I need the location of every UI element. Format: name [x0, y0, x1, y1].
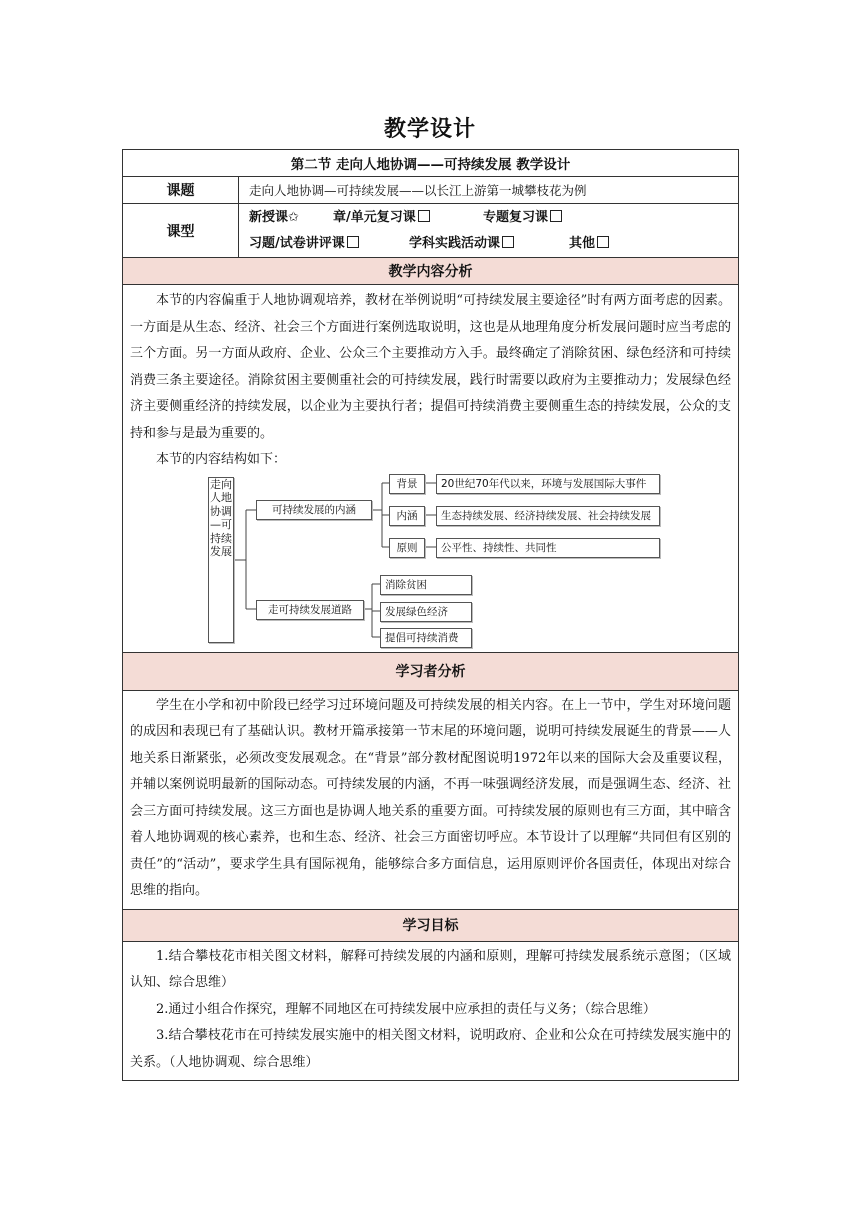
learner-analysis-body [123, 690, 739, 909]
option-new-lesson[interactable]: 新授课✩ [249, 209, 299, 225]
learner-analysis-heading: 学习者分析 [123, 652, 739, 690]
learner-analysis-paragraph: 学生在小学和初中阶段已经学习过环境问题及可持续发展的相关内容。在上一节中，学生对环境问题的成因和表现已有了基础认识。教材开篇承接第一节末尾的环境问题，说明可持续发展诞生的背景——人地关系日渐紧张，必须改变发展观念。在“背景”部分教材配图说明1972年以来的国际大会及重要议程，并辅以案例说明最新的国际动态。可持续发展的内涵，不再一味强调经济发展，而是强调生态、经济、社会三方面可持续发展。这三方面也是协调人地关系的重要方面。可持续发展的原则也有三方面，其中暗含着人地协调观的核心素养，也和生态、经济、社会三方面密切呼应。本节设计了以理解“共同但有区别的责任”的“活动”，要求学生具有国际视角，能够综合多方面信息，运用原则评价各国责任，体现出对综合思维的指向。 [130, 697, 731, 898]
course-type-label: 课型 [123, 204, 239, 258]
course-type-options [239, 204, 739, 258]
diagram-key-background: 背景 [389, 474, 425, 494]
content-structure-diagram [204, 474, 674, 648]
diagram-value-background: 20世纪70年代以来，环境与发展国际大事件 [436, 474, 660, 494]
checkbox-icon [418, 210, 430, 222]
diagram-key-connotation: 内涵 [389, 506, 425, 526]
topic-label: 课题 [123, 177, 239, 204]
learning-goal-item: 1.结合攀枝花市相关图文材料，解释可持续发展的内涵和原则，理解可持续发展系统示意图；（区域认知、综合思维） [130, 948, 731, 990]
content-analysis-body [123, 285, 739, 653]
learning-goals-heading: 学习目标 [123, 909, 739, 941]
checkbox-icon [597, 236, 609, 248]
diagram-path-item: 消除贫困 [380, 575, 472, 595]
learning-goals-body [123, 941, 739, 1081]
option-exercise-review[interactable]: 习题/试卷讲评课 [249, 231, 409, 257]
option-practice-activity[interactable]: 学科实践活动课 [409, 231, 569, 257]
content-analysis-paragraph: 本节的内容偏重于人地协调观培养，教材在举例说明“可持续发展主要途径”时有两方面考虑的因素。一方面是从生态、经济、社会三个方面进行案例选取说明，这也是从地理角度分析发展问题时应当考虑的三个方面。另一方面从政府、企业、公众三个主要推动方入手。最终确定了消除贫困、绿色经济和可持续消费三条主要途径。消除贫困主要侧重社会的可持续发展，践行时需要以政府为主要推动力；发展绿色经济主要侧重经济的持续发展，以企业为主要执行者；提倡可持续消费主要侧重生态的持续发展，公众的支持和参与是最为重要的。 [130, 293, 731, 441]
checkbox-icon [502, 236, 514, 248]
topic-value: 走向人地协调—可持续发展——以长江上游第一城攀枝花为例 [239, 177, 739, 204]
learning-goal-item: 2.通过小组合作探究，理解不同地区在可持续发展中应承担的责任与义务；（综合思维） [156, 1001, 656, 1017]
option-topic-review[interactable]: 专题复习课 [483, 205, 562, 231]
learning-goal-item: 3.结合攀枝花市在可持续发展实施中的相关图文材料，说明政府、企业和公众在可持续发展实施中的关系。（人地协调观、综合思维） [130, 1028, 731, 1070]
checkbox-icon [550, 210, 562, 222]
diagram-value-connotation: 生态持续发展、经济持续发展、社会持续发展 [436, 506, 660, 526]
structure-intro: 本节的内容结构如下： [156, 452, 287, 467]
checkbox-icon [347, 236, 359, 248]
diagram-path-item: 发展绿色经济 [380, 602, 472, 622]
content-analysis-heading: 教学内容分析 [123, 258, 739, 285]
diagram-path-item: 提倡可持续消费 [380, 628, 472, 648]
diagram-branch-path: 走可持续发展道路 [256, 600, 364, 620]
diagram-value-principle: 公平性、持续性、共同性 [436, 538, 660, 558]
star-icon: ✩ [288, 209, 299, 225]
option-unit-review[interactable]: 章/单元复习课 [333, 205, 483, 231]
diagram-root: 走向人地协调—可持续发展 [208, 477, 234, 643]
diagram-key-principle: 原则 [389, 538, 425, 558]
table-header: 第二节 走向人地协调——可持续发展 教学设计 [123, 150, 739, 177]
option-other[interactable]: 其他 [569, 231, 609, 257]
diagram-branch-connotation: 可持续发展的内涵 [256, 500, 372, 520]
document-title: 教学设计 [383, 117, 476, 142]
lesson-plan-table [122, 149, 739, 1081]
